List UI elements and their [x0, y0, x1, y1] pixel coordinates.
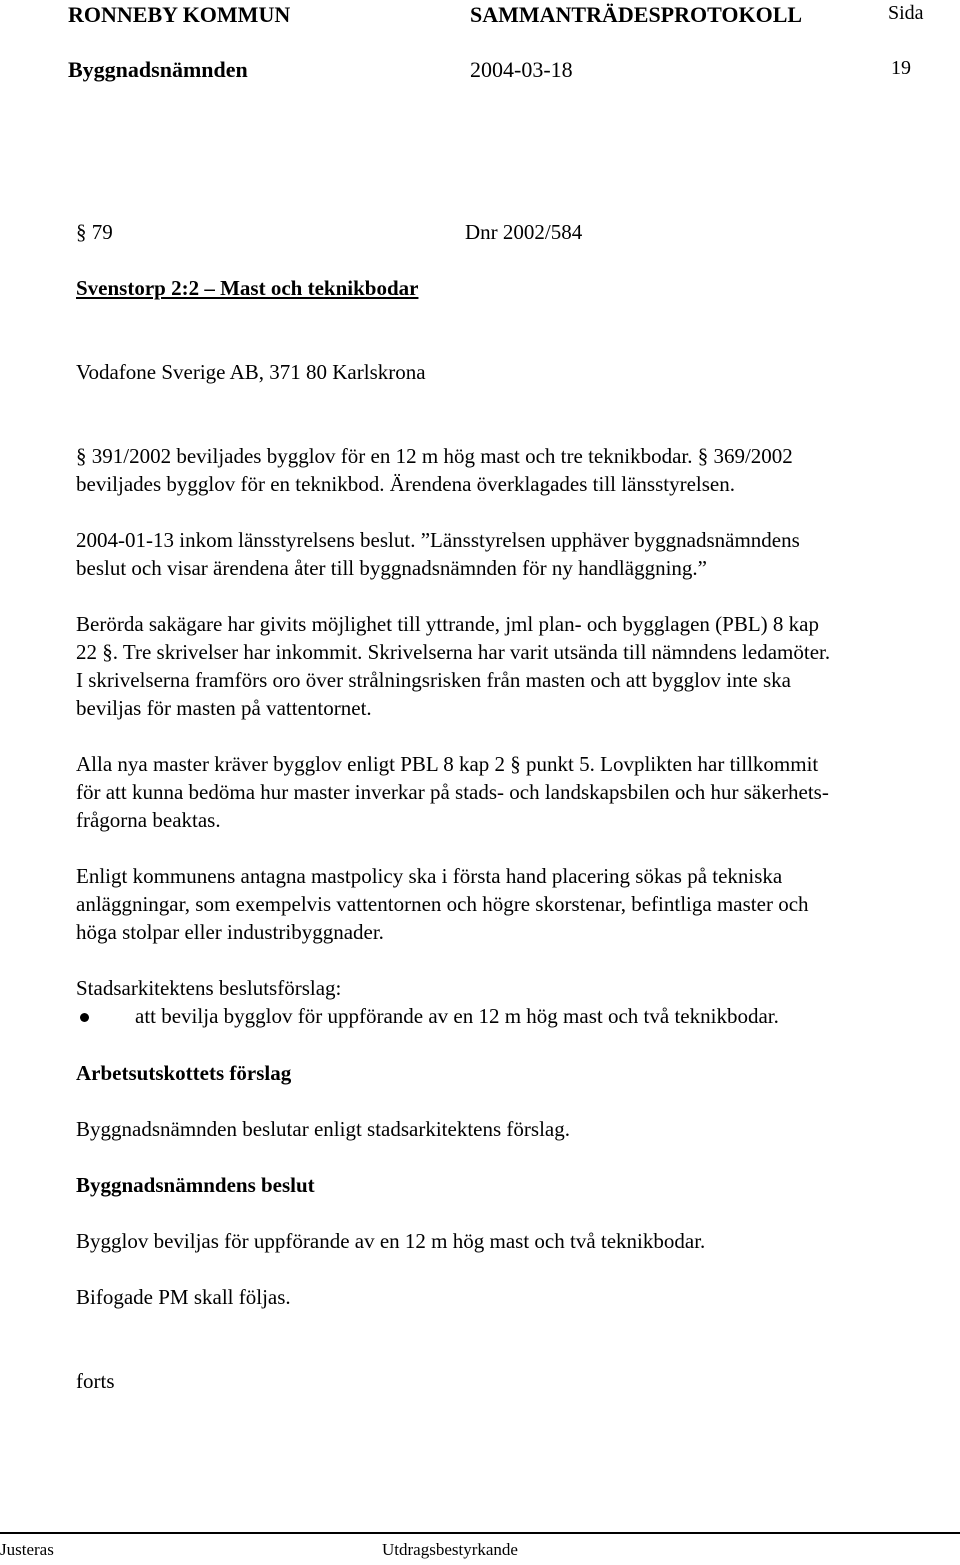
- committee-proposal-text: Byggnadsnämnden beslutar enligt stadsarkitektens förslag.: [76, 1117, 570, 1141]
- proposal-bullet-text: att bevilja bygglov för uppförande av en 12 m hög mast och två teknikbodar.: [135, 1004, 779, 1028]
- diary-number: Dnr 2002/584: [465, 220, 583, 244]
- paragraph-5-line-2: anläggningar, som exempelvis vattentornen och högre skorstenar, befintliga master och: [76, 892, 809, 916]
- paragraph-3-line-4: beviljas för masten på vattentornet.: [76, 696, 372, 720]
- footer-rule: [0, 1532, 960, 1534]
- paragraph-2-line-2: beslut och visar ärendena åter till byggnadsnämnden för ny handläggning.”: [76, 556, 707, 580]
- document-type: SAMMANTRÄDESPROTOKOLL: [470, 2, 803, 27]
- paragraph-5-line-1: Enligt kommunens antagna mastpolicy ska i första hand placering sökas på tekniska: [76, 864, 783, 888]
- decision-heading: Byggnadsnämndens beslut: [76, 1173, 315, 1197]
- paragraph-1-line-1: § 391/2002 beviljades bygglov för en 12 m hög mast och tre teknikbodar. § 369/2002: [76, 444, 793, 468]
- case-title: Svenstorp 2:2 – Mast och teknikbodar: [76, 276, 419, 300]
- footer-certification-label: Utdragsbestyrkande: [382, 1540, 518, 1559]
- paragraph-4-line-2: för att kunna bedöma hur master inverkar på stads- och landskapsbilen och hur säkerhets-: [76, 780, 829, 804]
- footer-initials-label: Justeras: [0, 1540, 54, 1559]
- paragraph-3-line-1: Berörda sakägare har givits möjlighet till yttrande, jml plan- och bygglagen (PBL) 8 kap: [76, 612, 819, 636]
- paragraph-4-line-1: Alla nya master kräver bygglov enligt PBL 8 kap 2 § punkt 5. Lovplikten har tillkommit: [76, 752, 819, 776]
- section-number: § 79: [76, 220, 113, 244]
- applicant: Vodafone Sverige AB, 371 80 Karlskrona: [76, 360, 426, 384]
- committee-proposal-heading: Arbetsutskottets förslag: [76, 1061, 292, 1085]
- bullet-icon: [80, 1013, 89, 1022]
- paragraph-4-line-3: frågorna beaktas.: [76, 808, 221, 832]
- meeting-date: 2004-03-18: [470, 57, 573, 82]
- paragraph-3-line-3: I skrivelserna framförs oro över strålningsrisken från masten och att bygglov inte ska: [76, 668, 791, 692]
- paragraph-5-line-3: höga stolpar eller industribyggnader.: [76, 920, 384, 944]
- page-number: 19: [891, 57, 911, 79]
- paragraph-3-line-2: 22 §. Tre skrivelser har inkommit. Skrivelserna har varit utsända till nämndens ledamöter.: [76, 640, 831, 664]
- decision-text: Bygglov beviljas för uppförande av en 12 m hög mast och två teknikbodar.: [76, 1229, 706, 1253]
- municipality-name: RONNEBY KOMMUN: [68, 2, 291, 27]
- paragraph-2-line-1: 2004-01-13 inkom länsstyrelsens beslut. ”Länsstyrelsen upphäver byggnadsnämndens: [76, 528, 800, 552]
- paragraph-1-line-2: beviljades bygglov för en teknikbod. Ärendena överklagades till länsstyrelsen.: [76, 472, 735, 496]
- proposal-heading: Stadsarkitektens beslutsförslag:: [76, 976, 342, 1000]
- committee-name: Byggnadsnämnden: [68, 57, 248, 82]
- page-label: Sida: [888, 2, 924, 24]
- continued-marker: forts: [76, 1369, 115, 1393]
- decision-note: Bifogade PM skall följas.: [76, 1285, 291, 1309]
